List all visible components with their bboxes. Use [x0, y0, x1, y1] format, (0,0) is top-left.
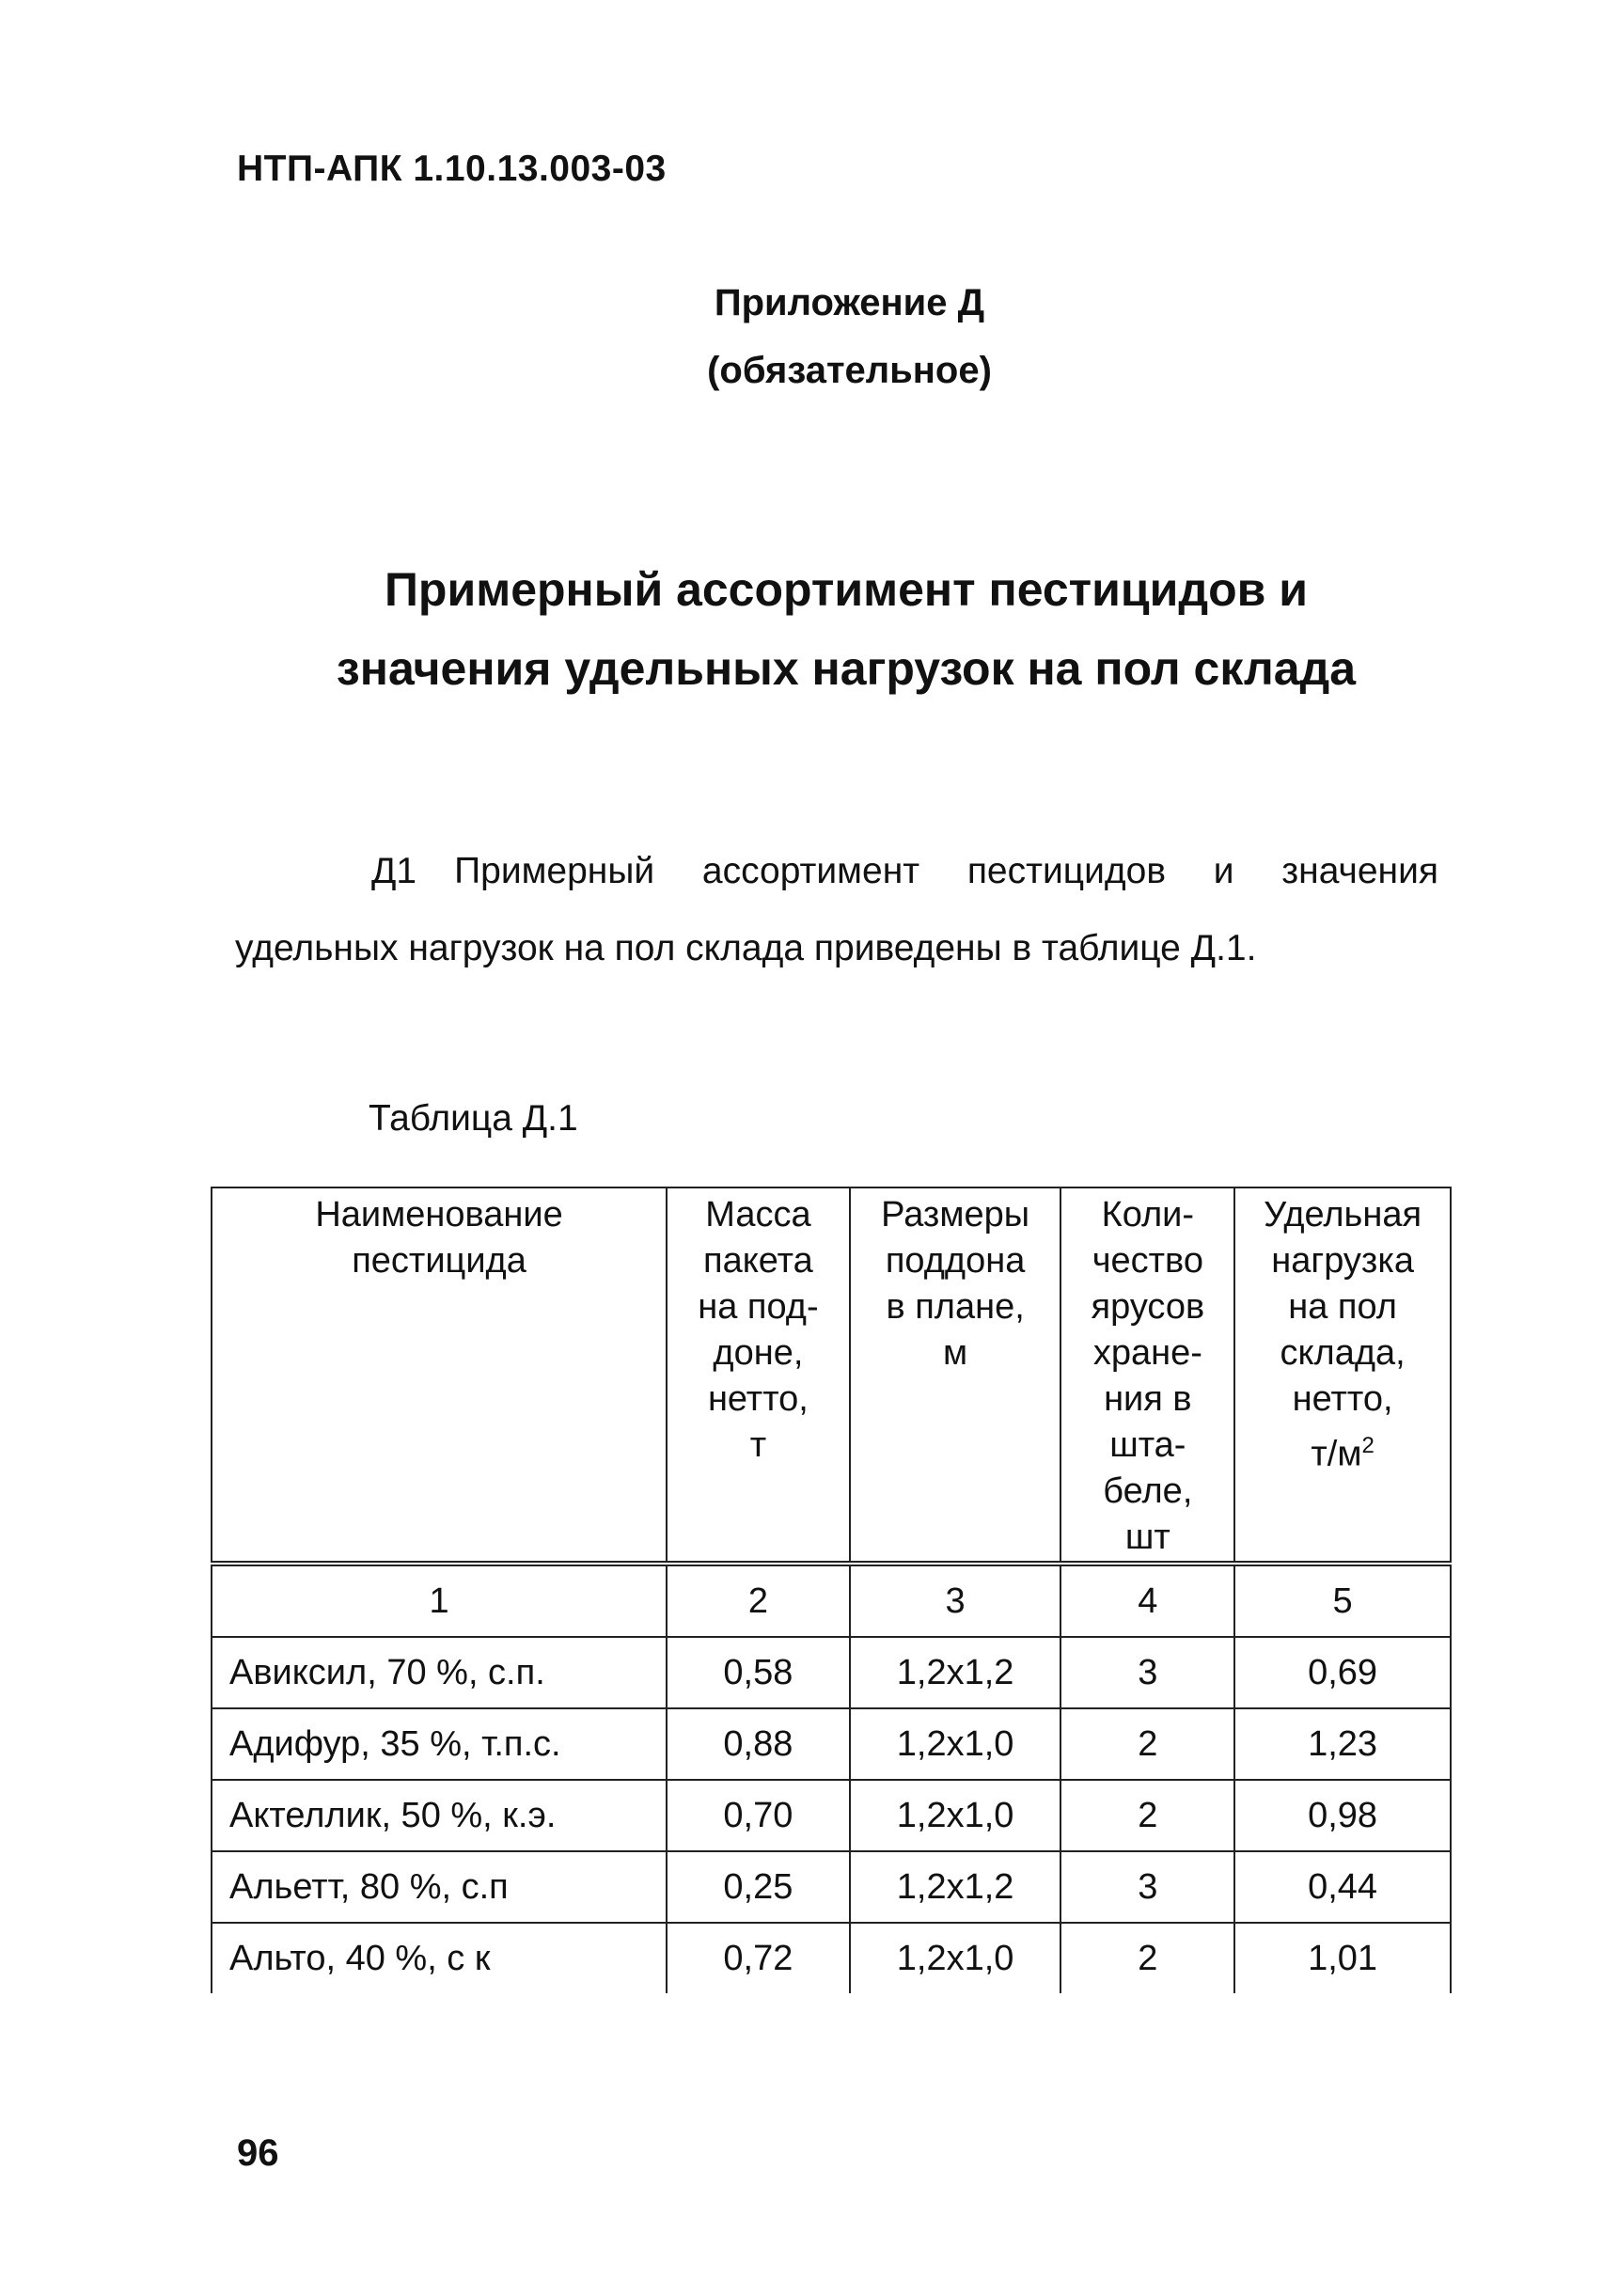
page-number: 96	[237, 2132, 279, 2174]
header-specific-load: Удельная нагрузка на пол склада, нетто, $т/м^2$	[1234, 1187, 1451, 1564]
package-mass: 0,70	[667, 1780, 850, 1851]
header-tier-count: Коли- чество ярусов хране- ния в шта- беле, шт	[1060, 1187, 1234, 1564]
unit-superscript: 2	[1361, 1433, 1375, 1458]
header-pesticide-name: Наименование пестицида	[212, 1187, 667, 1564]
appendix-status: (обязательное)	[707, 350, 992, 391]
table-caption: Таблица Д.1	[369, 1098, 578, 1139]
table-row	[212, 1923, 1451, 1993]
appendix-label: Приложение Д	[714, 282, 985, 323]
intro-paragraph-line-1	[235, 833, 1438, 910]
specific-load: 0,69	[1234, 1637, 1451, 1708]
column-number-row	[212, 1564, 1451, 1637]
tier-count: 2	[1060, 1923, 1234, 1993]
column-number: 2	[667, 1564, 850, 1637]
tier-count: 3	[1060, 1637, 1234, 1708]
page-title	[235, 550, 1457, 708]
specific-load: 0,44	[1234, 1851, 1451, 1923]
table-row	[212, 1780, 1451, 1851]
column-number: 5	[1234, 1564, 1451, 1637]
pesticide-name: Авиксил, 70 %, с.п.	[212, 1637, 667, 1708]
pesticide-name: Актеллик, 50 %, к.э.	[212, 1780, 667, 1851]
pallet-size: 1,2х1,2	[850, 1637, 1061, 1708]
tier-count: 2	[1060, 1780, 1234, 1851]
tier-count: 3	[1060, 1851, 1234, 1923]
header-package-mass: Масса пакета на под- доне, нетто, т	[667, 1187, 850, 1564]
package-mass: 0,72	[667, 1923, 850, 1993]
intro-paragraph-text-1: Примерный ассортимент пестицидов и значения	[454, 851, 1438, 891]
pesticide-name: Альетт, 80 %, с.п	[212, 1851, 667, 1923]
column-number: 4	[1060, 1564, 1234, 1637]
intro-paragraph-line-2: удельных нагрузок на пол склада приведены в таблице Д.1.	[235, 928, 1257, 968]
document-code: НТП-АПК 1.10.13.003-03	[237, 149, 667, 189]
package-mass: 0,58	[667, 1637, 850, 1708]
tier-count: 2	[1060, 1708, 1234, 1780]
table-row	[212, 1637, 1451, 1708]
package-mass: 0,25	[667, 1851, 850, 1923]
table-header-row	[212, 1187, 1451, 1564]
specific-load: 1,23	[1234, 1708, 1451, 1780]
table-row	[212, 1708, 1451, 1780]
intro-paragraph	[235, 833, 1438, 987]
column-number: 3	[850, 1564, 1061, 1637]
pesticide-table	[211, 1187, 1452, 1993]
table-row	[212, 1851, 1451, 1923]
specific-load: 1,01	[1234, 1923, 1451, 1993]
header-pallet-size: Размеры поддона в плане, м	[850, 1187, 1061, 1564]
page-title-line-2: значения удельных нагрузок на пол склада	[336, 642, 1357, 695]
pallet-size: 1,2х1,0	[850, 1923, 1061, 1993]
paragraph-number: Д1	[371, 851, 417, 891]
package-mass: 0,88	[667, 1708, 850, 1780]
pesticide-name: Альто, 40 %, с к	[212, 1923, 667, 1993]
column-number: 1	[212, 1564, 667, 1637]
pallet-size: 1,2х1,0	[850, 1780, 1061, 1851]
specific-load: 0,98	[1234, 1780, 1451, 1851]
page-title-line-1: Примерный ассортимент пестицидов и	[384, 563, 1309, 616]
pallet-size: 1,2х1,2	[850, 1851, 1061, 1923]
pallet-size: 1,2х1,0	[850, 1708, 1061, 1780]
pesticide-name: Адифур, 35 %, т.п.с.	[212, 1708, 667, 1780]
